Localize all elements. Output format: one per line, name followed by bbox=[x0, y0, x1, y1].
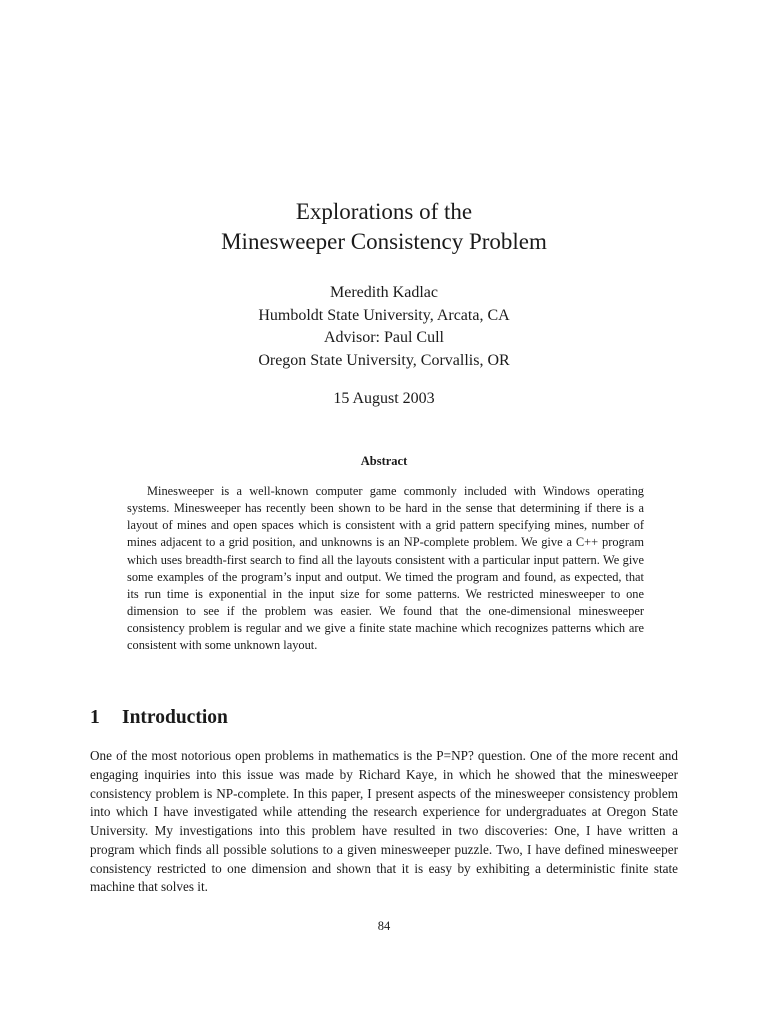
title-line-1: Explorations of the bbox=[295, 199, 473, 224]
paper-date: 15 August 2003 bbox=[333, 390, 435, 407]
section-number: 1 bbox=[90, 707, 100, 728]
section-title: Introduction bbox=[122, 707, 228, 728]
title-line-2: Minesweeper Consistency Problem bbox=[221, 229, 547, 254]
advisor-affiliation: Oregon State University, Corvallis, OR bbox=[258, 351, 510, 369]
page-number: 84 bbox=[377, 919, 391, 933]
section-heading bbox=[90, 704, 228, 732]
paper-title bbox=[0, 197, 768, 257]
author-name: Meredith Kadlac bbox=[330, 284, 438, 301]
author-block bbox=[0, 282, 768, 372]
abstract-text: Minesweeper is a well-known computer game commonly included with Windows operating systems. Minesweeper has recently been shown to be hard in the sense that determining if there is a layout of mines and open spaces which is consistent with a grid pattern specifying mines, number of mines adjacent to a grid position, and unknowns is an NP-complete problem. We give a C++ program which uses breadth-first search to find all the layouts consistent with a particular input pattern. We give some examples of the program’s input and output. We timed the program and found, as expected, that its run time is exponential in the input size for some patterns. We restricted minesweeper to one dimension to see if the problem was easier. We found that the one-dimensional minesweeper consistency problem is regular and we give a finite state machine which recognizes patterns which are consistent with some unknown layout. bbox=[127, 484, 644, 653]
abstract-heading: Abstract bbox=[360, 454, 408, 468]
author-affiliation: Humboldt State University, Arcata, CA bbox=[258, 306, 510, 324]
introduction-text: One of the most notorious open problems in mathematics is the P=NP? question. One of the more recent and engaging inquiries into this issue was made by Richard Kaye, in which he showed that the minesweeper consistency problem is NP-complete. In this paper, I present aspects of the minesweeper consistency problem into which I have investigated while attending the research experience for undergraduates at Oregon State University. My investigations into this problem have resulted in two discoveries: One, I have written a program which finds all possible solutions to a given minesweeper puzzle. Two, I have defined minesweeper consistency restricted to one dimension and shown that it is easy by exhibiting a deterministic finite state machine that solves it. bbox=[90, 748, 678, 895]
advisor-name: Advisor: Paul Cull bbox=[323, 329, 444, 346]
